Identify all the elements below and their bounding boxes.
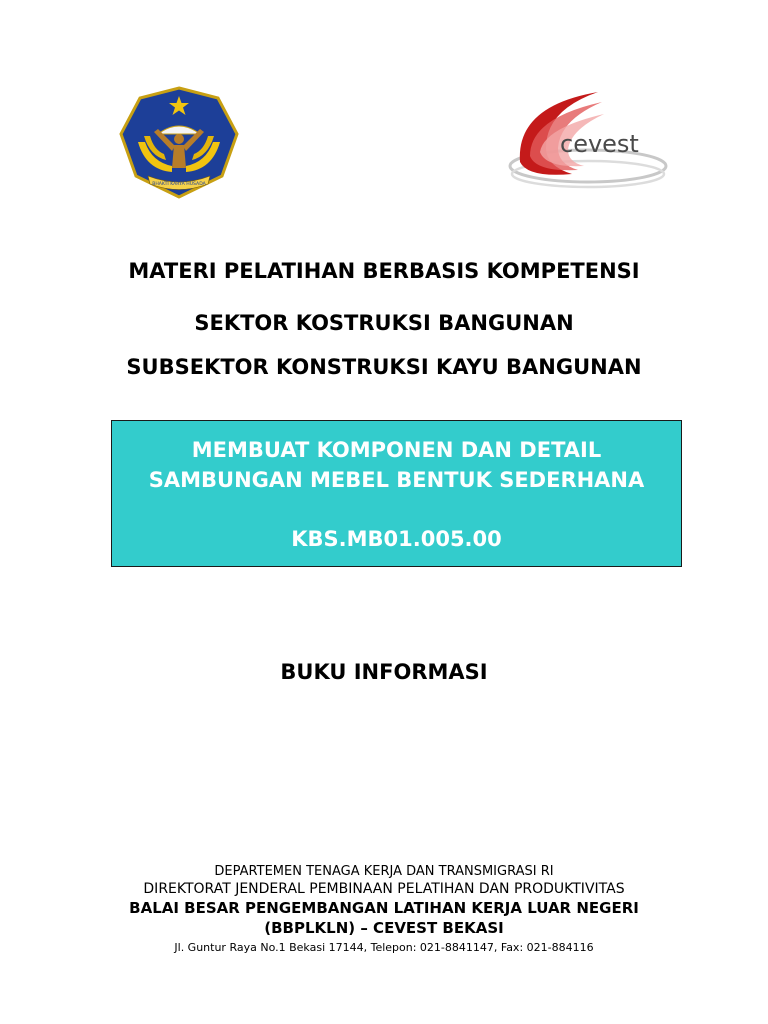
cevest-logo-text: cevest bbox=[560, 130, 639, 158]
footer-institution-abbrev: (BBPLKLN) – CEVEST BEKASI bbox=[264, 919, 504, 937]
garuda-emblem-icon bbox=[118, 84, 240, 200]
footer-institution: BALAI BESAR PENGEMBANGAN LATIHAN KERJA LUAR NEGERI bbox=[129, 899, 639, 917]
module-title-line-1: MEMBUAT KOMPONEN DAN DETAIL bbox=[191, 438, 602, 462]
title-line-3: SUBSEKTOR KONSTRUKSI KAYU BANGUNAN bbox=[126, 355, 642, 379]
document-type: BUKU INFORMASI bbox=[280, 660, 488, 684]
title-line-2: SEKTOR KOSTRUKSI BANGUNAN bbox=[194, 311, 574, 335]
module-code: KBS.MB01.005.00 bbox=[291, 527, 502, 551]
footer-address: Jl. Guntur Raya No.1 Bekasi 17144, Telepon: 021-8841147, Fax: 021-884116 bbox=[174, 941, 594, 954]
module-title-box bbox=[111, 420, 682, 567]
title-line-1: MATERI PELATIHAN BERBASIS KOMPETENSI bbox=[128, 259, 640, 283]
emblem-caption: BHAKTI KARYA HUSADA bbox=[152, 182, 206, 187]
cevest-logo-icon bbox=[506, 86, 668, 198]
module-title-line-2: SAMBUNGAN MEBEL BENTUK SEDERHANA bbox=[148, 468, 645, 492]
footer-department: DEPARTEMEN TENAGA KERJA DAN TRANSMIGRASI RI bbox=[214, 864, 554, 879]
footer-directorate: DIREKTORAT JENDERAL PEMBINAAN PELATIHAN DAN PRODUKTIVITAS bbox=[143, 881, 625, 897]
